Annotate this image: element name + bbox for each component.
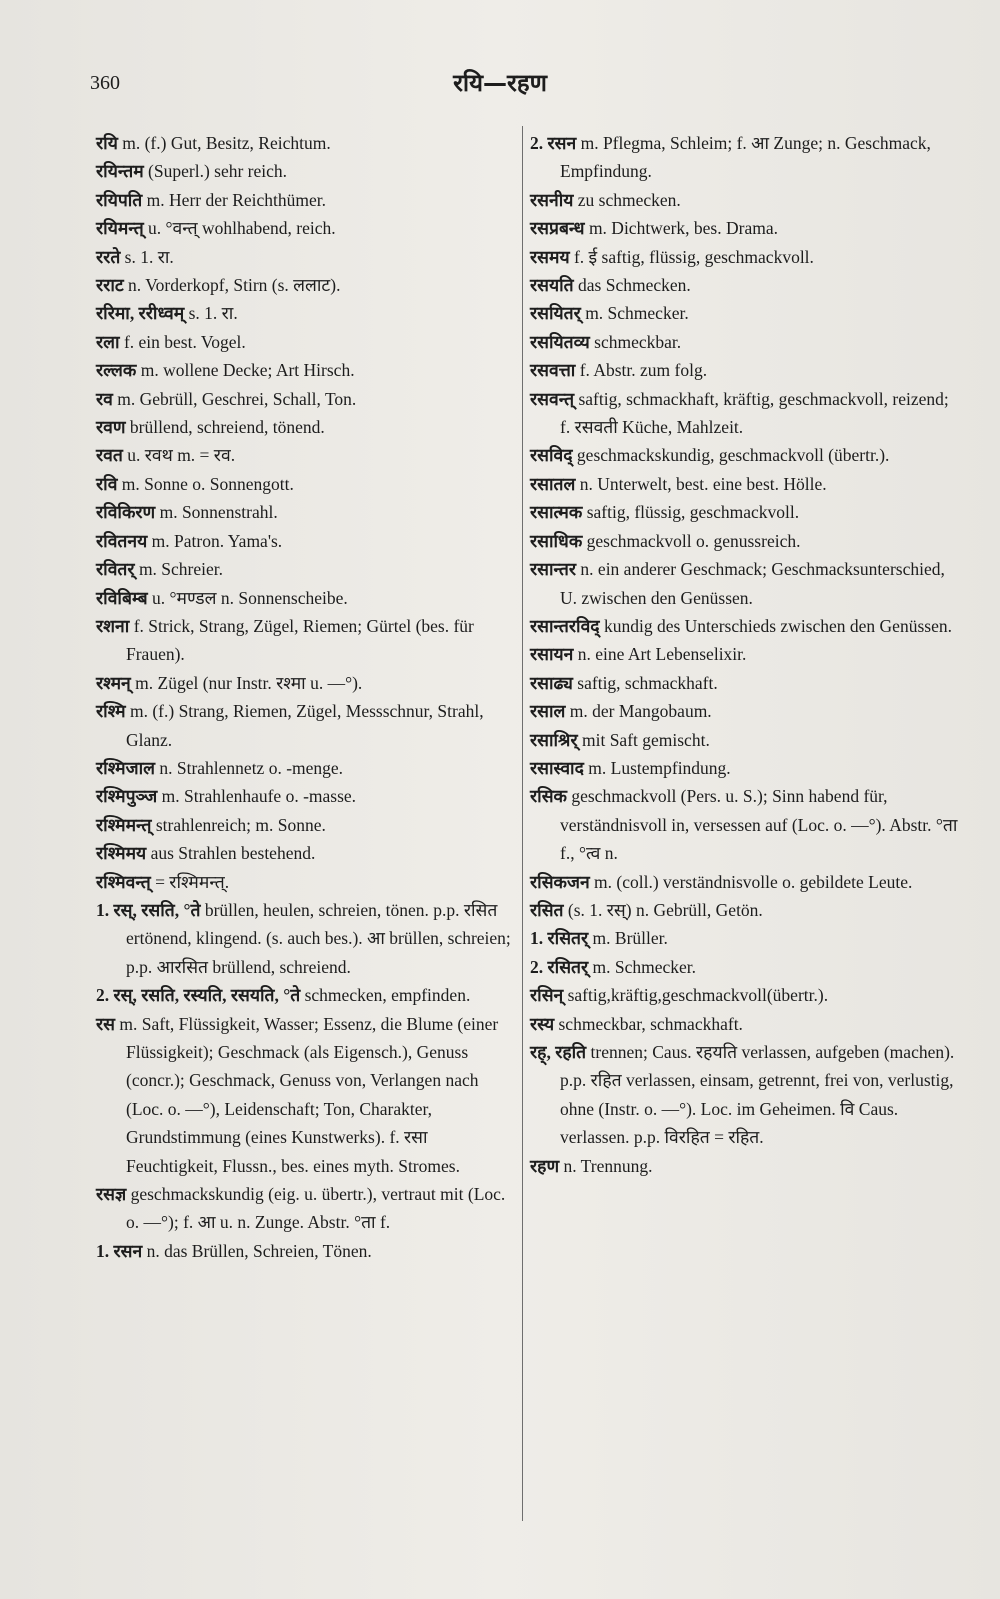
entry-lemma: रसयितव्य xyxy=(530,331,590,352)
entry-lemma: रसायन xyxy=(530,644,574,665)
entry-definition: m. Schreier. xyxy=(138,559,224,580)
entry-definition: m. Sonne o. Sonnengott. xyxy=(121,473,294,494)
entry-lemma: रसिन् xyxy=(530,985,564,1006)
dictionary-entry xyxy=(96,470,514,498)
entry-definition: schmeckbar. xyxy=(594,331,682,352)
dictionary-entry xyxy=(96,356,514,384)
entry-definition: u. °मण्डल n. Sonnenscheibe. xyxy=(152,587,348,608)
dictionary-entry xyxy=(96,385,514,413)
entry-definition: m. Zügel (nur Instr. रश्मा u. —°). xyxy=(135,672,363,693)
entry-lemma: रहण xyxy=(530,1155,560,1176)
entry-definition: n. Unterwelt, best. eine best. Hölle. xyxy=(579,473,827,494)
entry-lemma: रविबिम्ब xyxy=(96,587,148,608)
entry-lemma: रराट xyxy=(96,275,124,296)
dictionary-entry xyxy=(96,811,514,839)
dictionary-entry xyxy=(96,413,514,441)
entry-definition: saftig, flüssig, geschmackvoll. xyxy=(586,502,800,523)
entry-definition: u. °वन्त् wohlhabend, reich. xyxy=(148,218,336,239)
entry-definition: m. Schmecker. xyxy=(585,303,689,324)
entry-lemma: ररिमा, ररीध्वम् xyxy=(96,303,185,324)
right-column xyxy=(530,129,958,1180)
dictionary-entry xyxy=(96,214,514,242)
entry-lemma: रसान्तरविद् xyxy=(530,615,600,636)
entry-definition: f. ein best. Vogel. xyxy=(123,331,246,352)
dictionary-entry xyxy=(530,555,958,612)
entry-definition: saftig,kräftig,geschmackvoll(übertr.). xyxy=(567,985,829,1006)
entry-lemma: 1. रसितर् xyxy=(530,928,589,949)
entry-definition: m. Patron. Yama's. xyxy=(151,530,283,551)
entry-lemma: रवितर् xyxy=(96,559,135,580)
entry-definition: m. Pflegma, Schleim; f. आ Zunge; n. Geschmack, Empfindung. xyxy=(560,133,931,182)
entry-definition: m. (f.) Gut, Besitz, Reichtum. xyxy=(122,133,331,153)
entry-definition: m. Sonnenstrahl. xyxy=(159,502,278,523)
entry-lemma: रविकिरण xyxy=(96,502,156,523)
dictionary-entry xyxy=(530,470,958,498)
entry-definition: geschmackvoll o. genussreich. xyxy=(586,530,801,551)
dictionary-entry xyxy=(96,981,514,1009)
dictionary-entry xyxy=(530,612,958,640)
dictionary-entry xyxy=(530,1010,958,1038)
entry-lemma: रसान्तर xyxy=(530,559,577,580)
entry-definition: s. 1. रा. xyxy=(124,246,174,267)
entry-definition: m. Herr der Reichthümer. xyxy=(146,189,326,210)
entry-definition: saftig, schmackhaft, kräftig, geschmackvoll, reizend; f. रसवती Küche, Mahlzeit. xyxy=(560,388,949,438)
dictionary-entry xyxy=(96,186,514,214)
dictionary-entry xyxy=(96,868,514,896)
entry-definition: m. Saft, Flüssigkeit, Wasser; Essenz, die Blume (einer Flüssigkeit); Geschmack (als Eigensch.), Genuss (concr.); Geschmack, Genuss von, Verlangen nach (Loc. o. —°), Leidenschaft; Ton, Charakter, Grundstimmung (eines Kunstwerks). f. रसा Feuchtigkeit, Flussn., bes. eines myth. Stromes. xyxy=(119,1013,499,1176)
entry-lemma: ररते xyxy=(96,246,121,267)
entry-definition: saftig, schmackhaft. xyxy=(577,672,718,693)
dictionary-entry xyxy=(96,498,514,526)
entry-lemma: रश्मिजाल xyxy=(96,757,155,778)
entry-definition: aus Strahlen bestehend. xyxy=(150,843,316,864)
dictionary-entry xyxy=(530,299,958,327)
dictionary-entry xyxy=(96,1237,514,1265)
dictionary-entry xyxy=(530,697,958,725)
dictionary-entry xyxy=(530,356,958,384)
entry-lemma: रसित xyxy=(530,899,564,920)
entry-definition: mit Saft gemischt. xyxy=(581,729,710,750)
entry-definition: brüllend, schreiend, tönend. xyxy=(129,417,325,438)
dictionary-entry xyxy=(96,1010,514,1180)
dictionary-entry xyxy=(530,924,958,952)
entry-definition: m. (f.) Strang, Riemen, Zügel, Messschnur, Strahl, Glanz. xyxy=(126,701,484,750)
dictionary-entry xyxy=(96,584,514,612)
dictionary-entry xyxy=(530,441,958,469)
entry-lemma: रसाढ्य xyxy=(530,672,573,693)
dictionary-entry xyxy=(530,981,958,1009)
dictionary-entry xyxy=(530,527,958,555)
entry-lemma: रसवन्त् xyxy=(530,388,575,409)
dictionary-entry xyxy=(96,697,514,754)
entry-lemma: रशना xyxy=(96,615,130,636)
entry-lemma: रस xyxy=(96,1013,115,1034)
entry-definition: m. wollene Decke; Art Hirsch. xyxy=(140,360,355,381)
dictionary-entry xyxy=(530,1038,958,1152)
dictionary-entry xyxy=(530,385,958,442)
entry-lemma: रसातल xyxy=(530,473,576,494)
entry-lemma: 2. रसन xyxy=(530,133,577,153)
entry-lemma: 1. रसन xyxy=(96,1240,143,1261)
dictionary-entry xyxy=(530,782,958,867)
dictionary-entry xyxy=(530,498,958,526)
dictionary-entry xyxy=(530,271,958,299)
dictionary-entry xyxy=(96,129,514,157)
entry-lemma: रश्मिपुञ्ज xyxy=(96,786,158,807)
entry-lemma: रयि xyxy=(96,133,118,153)
entry-definition: schmecken, empfinden. xyxy=(304,985,471,1006)
entry-definition: f. Abstr. zum folg. xyxy=(579,360,708,381)
entry-lemma: रसाधिक xyxy=(530,530,583,551)
entry-lemma: रसाल xyxy=(530,701,566,722)
entry-lemma: रश्मिवन्त् xyxy=(96,871,151,892)
dictionary-entry xyxy=(96,555,514,583)
dictionary-entry xyxy=(530,754,958,782)
entry-definition: m. Strahlenhaufe o. -masse. xyxy=(161,786,357,807)
entry-definition: = रश्मिमन्त्. xyxy=(155,871,230,892)
entry-lemma: रवितनय xyxy=(96,530,148,551)
entry-lemma: रसप्रबन्ध xyxy=(530,218,585,239)
entry-lemma: रसयति xyxy=(530,275,574,296)
dictionary-entry xyxy=(530,186,958,214)
entry-definition: n. Strahlennetz o. -menge. xyxy=(159,757,344,778)
entry-definition: zu schmecken. xyxy=(577,189,681,210)
entry-definition: f. Strick, Strang, Zügel, Riemen; Gürtel (bes. für Frauen). xyxy=(126,615,474,665)
entry-lemma: 1. रस्, रसति, °ते xyxy=(96,899,201,920)
entry-definition: n. Vorderkopf, Stirn (s. ललाट). xyxy=(128,275,341,296)
entry-lemma: 2. रसितर् xyxy=(530,956,589,977)
entry-definition: brüllen, heulen, schreien, tönen. p.p. रसित ertönend, klingend. (s. auch bes.). आ brüllen, schreien; p.p. आरसित brüllend, schreiend. xyxy=(126,899,511,977)
dictionary-entry xyxy=(530,669,958,697)
dictionary-entry xyxy=(530,129,958,186)
dictionary-entry xyxy=(96,527,514,555)
entry-definition: n. Trennung. xyxy=(563,1155,653,1176)
entry-definition: geschmackvoll (Pers. u. S.); Sinn habend für, verständnisvoll in, versessen auf (Loc. o. —°). Abstr. °ता f., °त्व n. xyxy=(560,786,958,864)
entry-lemma: रस्य xyxy=(530,1013,555,1034)
entry-definition: n. ein anderer Geschmack; Geschmacksunterschied, U. zwischen den Genüssen. xyxy=(560,559,945,608)
dictionary-entry xyxy=(96,782,514,810)
entry-definition: m. (coll.) verständnisvolle o. gebildete Leute. xyxy=(594,871,913,892)
entry-definition: geschmackskundig (eig. u. übertr.), vertraut mit (Loc. o. —°); f. आ u. n. Zunge. Abstr. °ता f. xyxy=(126,1184,506,1233)
entry-lemma: रसिक xyxy=(530,786,567,807)
dictionary-entry xyxy=(96,328,514,356)
dictionary-entry xyxy=(96,839,514,867)
entry-lemma: रसात्मक xyxy=(530,502,583,523)
entry-lemma: रश्मिमन्त् xyxy=(96,814,152,835)
dictionary-entry xyxy=(96,243,514,271)
running-head: रयि—रहण xyxy=(453,69,547,97)
entry-definition: n. eine Art Lebenselixir. xyxy=(577,644,747,665)
entry-definition: u. रवथ m. = रव. xyxy=(127,445,236,466)
dictionary-entry xyxy=(96,612,514,669)
entry-definition: m. Brüller. xyxy=(592,928,668,949)
entry-definition: s. 1. रा. xyxy=(188,303,238,324)
entry-lemma: रव xyxy=(96,388,113,409)
entry-lemma: रसाश्रिर् xyxy=(530,729,578,750)
entry-lemma: रल्लक xyxy=(96,360,137,381)
dictionary-entry xyxy=(96,271,514,299)
dictionary-entry xyxy=(530,328,958,356)
entry-lemma: रसविद् xyxy=(530,445,573,466)
entry-definition: m. Schmecker. xyxy=(592,956,697,977)
dictionary-entry xyxy=(96,441,514,469)
entry-definition: m. Lustempfindung. xyxy=(588,757,731,778)
entry-lemma: रवि xyxy=(96,473,118,494)
entry-lemma: रह्, रहति xyxy=(530,1042,587,1062)
entry-lemma: रयिपति xyxy=(96,189,143,210)
entry-lemma: रसयितर् xyxy=(530,303,581,324)
dictionary-entry xyxy=(530,214,958,242)
entry-definition: kundig des Unterschieds zwischen den Genüssen. xyxy=(603,615,952,636)
entry-definition: m. der Mangobaum. xyxy=(569,701,712,722)
entry-lemma: रवत xyxy=(96,445,123,466)
entry-definition: strahlenreich; m. Sonne. xyxy=(155,814,326,835)
entry-definition: m. Gebrüll, Geschrei, Schall, Ton. xyxy=(117,388,357,409)
entry-lemma: रयिन्तम xyxy=(96,161,144,182)
entry-lemma: रश्मि xyxy=(96,701,126,722)
entry-definition: geschmackskundig, geschmackvoll (übertr.). xyxy=(576,445,890,466)
entry-definition: das Schmecken. xyxy=(578,275,691,296)
dictionary-entry xyxy=(96,299,514,327)
dictionary-entry xyxy=(530,868,958,896)
entry-lemma: रसज्ञ xyxy=(96,1184,127,1205)
entry-definition: (s. 1. रस्) n. Gebrüll, Getön. xyxy=(567,899,763,920)
dictionary-entry xyxy=(530,243,958,271)
entry-definition: trennen; Caus. रहयति verlassen, aufgeben (machen). p.p. रहित verlassen, einsam, getrennt, frei von, verlustig, ohne (Instr. o. —°). Loc. im Geheimen. वि Caus. verlassen. p.p. विरहित = रहित. xyxy=(560,1042,955,1148)
entry-definition: (Superl.) sehr reich. xyxy=(148,161,288,182)
entry-lemma: रसमय xyxy=(530,246,570,267)
entry-definition: n. das Brüllen, Schreien, Tönen. xyxy=(146,1240,372,1261)
dictionary-entry xyxy=(530,640,958,668)
dictionary-entry xyxy=(96,896,514,981)
entry-lemma: रश्मन् xyxy=(96,672,131,693)
dictionary-entry xyxy=(530,953,958,981)
dictionary-entry xyxy=(530,896,958,924)
entry-lemma: रसास्वाद xyxy=(530,757,584,778)
dictionary-entry xyxy=(96,1180,514,1237)
entry-lemma: रसिकजन xyxy=(530,871,590,892)
entry-lemma: रवण xyxy=(96,417,126,438)
entry-lemma: 2. रस्, रसति, रस्यति, रसयति, °ते xyxy=(96,985,301,1006)
dictionary-entry xyxy=(530,1152,958,1180)
entry-lemma: रयिमन्त् xyxy=(96,218,144,239)
column-divider xyxy=(522,126,523,1521)
entry-definition: m. Dichtwerk, bes. Drama. xyxy=(588,218,778,239)
entry-lemma: रसनीय xyxy=(530,189,574,210)
dictionary-entry xyxy=(96,754,514,782)
entry-lemma: रला xyxy=(96,331,120,352)
page-number: 360 xyxy=(90,72,120,94)
entry-definition: f. ई saftig, flüssig, geschmackvoll. xyxy=(573,246,814,267)
dictionary-entry xyxy=(530,726,958,754)
dictionary-entry xyxy=(96,669,514,697)
entry-definition: schmeckbar, schmackhaft. xyxy=(558,1013,743,1034)
entry-lemma: रसवत्ता xyxy=(530,360,576,381)
left-column xyxy=(96,129,514,1265)
entry-lemma: रश्मिमय xyxy=(96,843,147,864)
dictionary-entry xyxy=(96,157,514,185)
